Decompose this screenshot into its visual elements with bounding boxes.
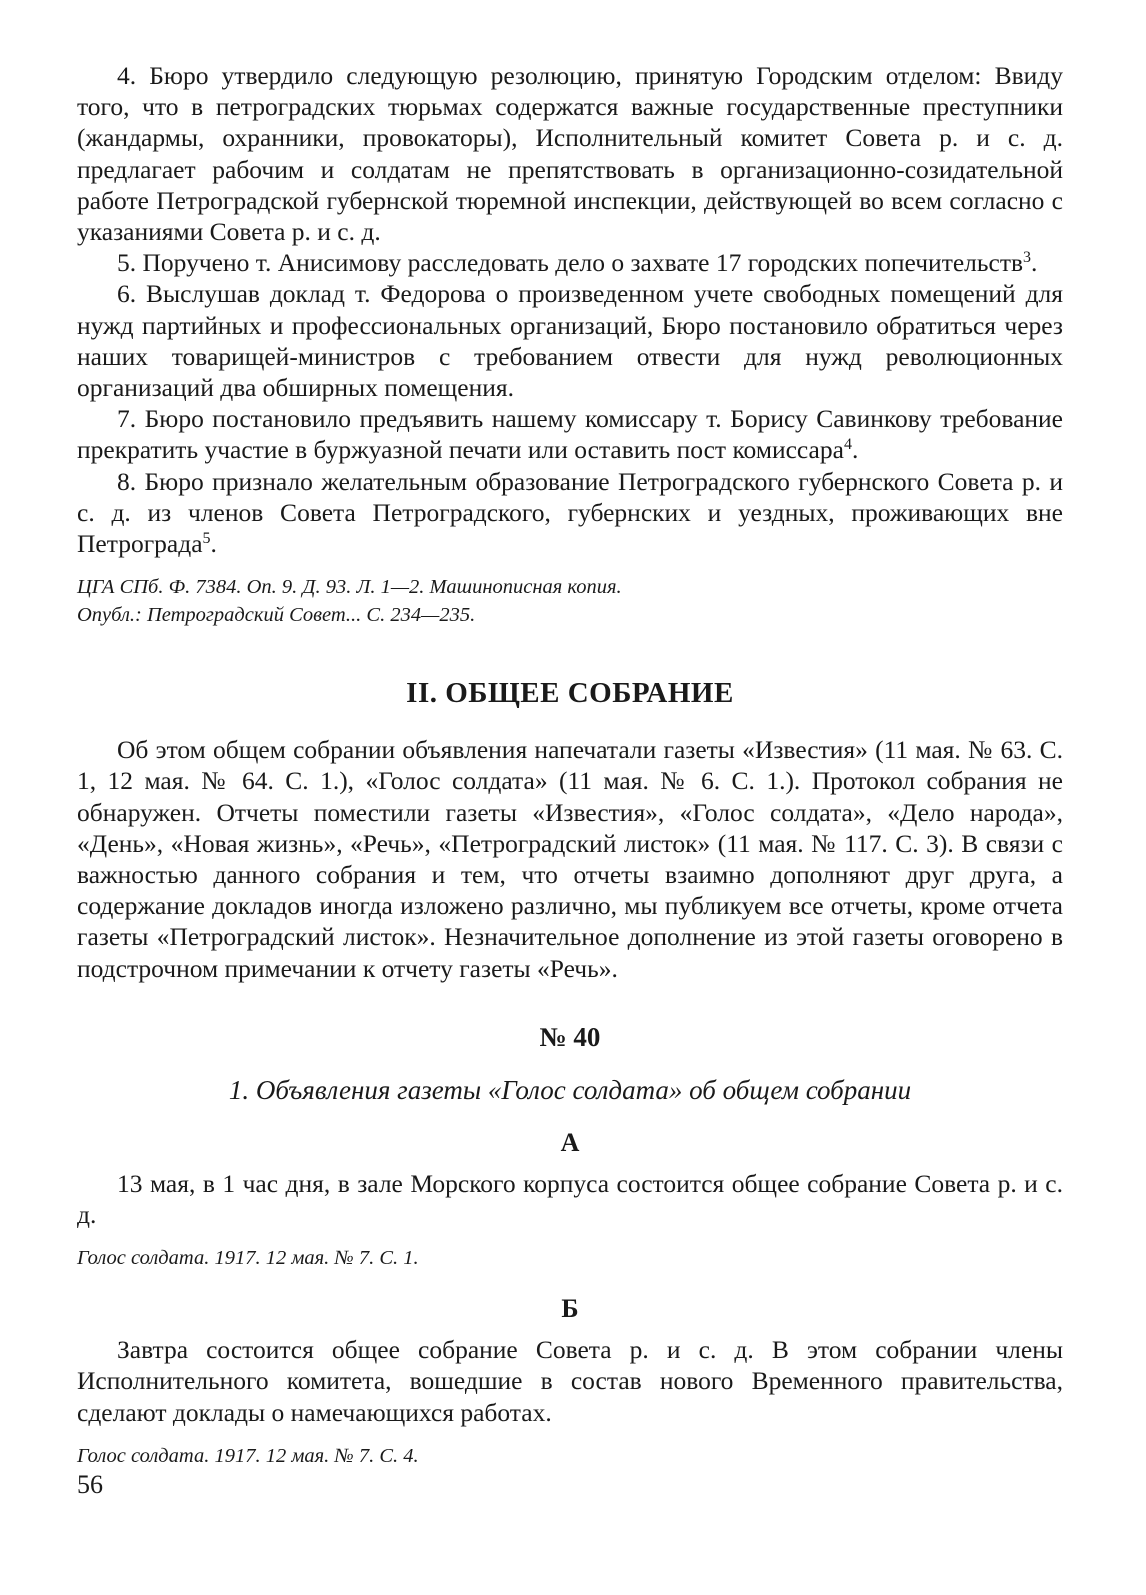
item-5-text: 5. Поручено т. Анисимову расследовать дело о захвате 17 городских попечительств [117, 248, 1024, 278]
part-b-text: Завтра состоится общее собрание Совета р. и с. д. В этом собрании члены Исполнительного комитета, вошедшие в состав нового Временного правительства, сделают доклады о намечающихся работах. [77, 1335, 1063, 1427]
archive-source-line2: Опубл.: Петроградский Совет... С. 234—235. [77, 604, 476, 627]
document-number: № 40 [539, 1021, 601, 1052]
footnote-mark-5: 5 [202, 530, 211, 548]
page-body [77, 60, 1063, 1470]
paragraph-item-5: 5. Поручено т. Анисимову расследовать дело о захвате 17 городских попечительств$^3$. [117, 248, 1038, 278]
section-title: II. ОБЩЕЕ СОБРАНИЕ [406, 677, 734, 710]
document-title: 1. Объявления газеты «Голос солдата» об общем собрании [228, 1074, 912, 1105]
part-a-source: Голос солдата. 1917. 12 мая. № 7. С. 1. [77, 1247, 419, 1270]
item-8-text: 8. Бюро признало желательным образование Петроградского губернского Совета р. и с. д. из членов Совета Петроградского, губернских и уездных, проживающих вне Петрограда [77, 466, 1063, 559]
footnote-mark-4: 4 [843, 436, 852, 454]
paragraph-item-4: 4. Бюро утвердило следующую резолюцию, принятую Городским отделом: Ввиду того, что в петроградских тюрьмах содержатся важные государственные преступники (жандармы, охранники, провокаторы), Исполнительный комитет Совета р. и с. д. предлагает рабочим и солдатам не препятствовать в организационно-созидательной работе Петроградской губернской тюремной инспекции, действующей во всем согласно с указаниями Совета р. и с. д. [77, 61, 1063, 247]
part-a-text: 13 мая, в 1 час дня, в зале Морского корпуса состоится общее собрание Совета р. и с. д. [77, 1168, 1063, 1230]
part-b-source: Голос солдата. 1917. 12 мая. № 7. С. 4. [77, 1444, 419, 1467]
part-a-letter: А [560, 1127, 580, 1157]
item-7-text: 7. Бюро постановило предъявить нашему комиссару т. Борису Савинкову требование прекратить участие в буржуазной печати или оставить пост комиссара [77, 404, 1063, 465]
paragraph-item-7: 7. Бюро постановило предъявить нашему комиссару т. Борису Савинкову требование прекратить участие в буржуазной печати или оставить пост комиссара$^4$. [77, 404, 1063, 465]
footnote-mark-3: 3 [1023, 249, 1032, 267]
paragraph-item-8: 8. Бюро признало желательным образование Петроградского губернского Совета р. и с. д. из членов Совета Петроградского, губернских и уездных, проживающих вне Петрограда$^5$. [77, 466, 1063, 559]
section-intro: Об этом общем собрании объявления напечатали газеты «Известия» (11 мая. № 63. С. 1, 12 мая. № 64. С. 1.), «Голос солдата» (11 мая. № 6. С. 1.). Протокол собрания не обнаружен. Отчеты поместили газеты «Известия», «Голос солдата», «Дело народа», «День», «Новая жизнь», «Речь», «Петроградский листок» (11 мая. № 117. С. 3). В связи с важностью данного собрания и тем, что отчеты взаимно дополняют друг друга, а содержание докладов иногда изложено различно, мы публикуем все отчеты, кроме отчета газеты «Петроградский листок». Незначительное дополнение из этой газеты оговорено в подстрочном примечании к отчету газеты «Речь». [77, 735, 1063, 983]
part-b-letter: Б [561, 1294, 579, 1324]
archive-source-line1: ЦГА СПб. Ф. 7384. Оп. 9. Д. 93. Л. 1—2. Машинописная копия. [77, 576, 622, 599]
paragraph-item-6: 6. Выслушав доклад т. Федорова о произведенном учете свободных помещений для нужд партийных и профессиональных организаций, Бюро постановило обратиться через наших товарищей-министров с требованием отвести для нужд революционных организаций два обширных помещения. [77, 279, 1063, 403]
page-number: 56 [77, 1470, 103, 1499]
